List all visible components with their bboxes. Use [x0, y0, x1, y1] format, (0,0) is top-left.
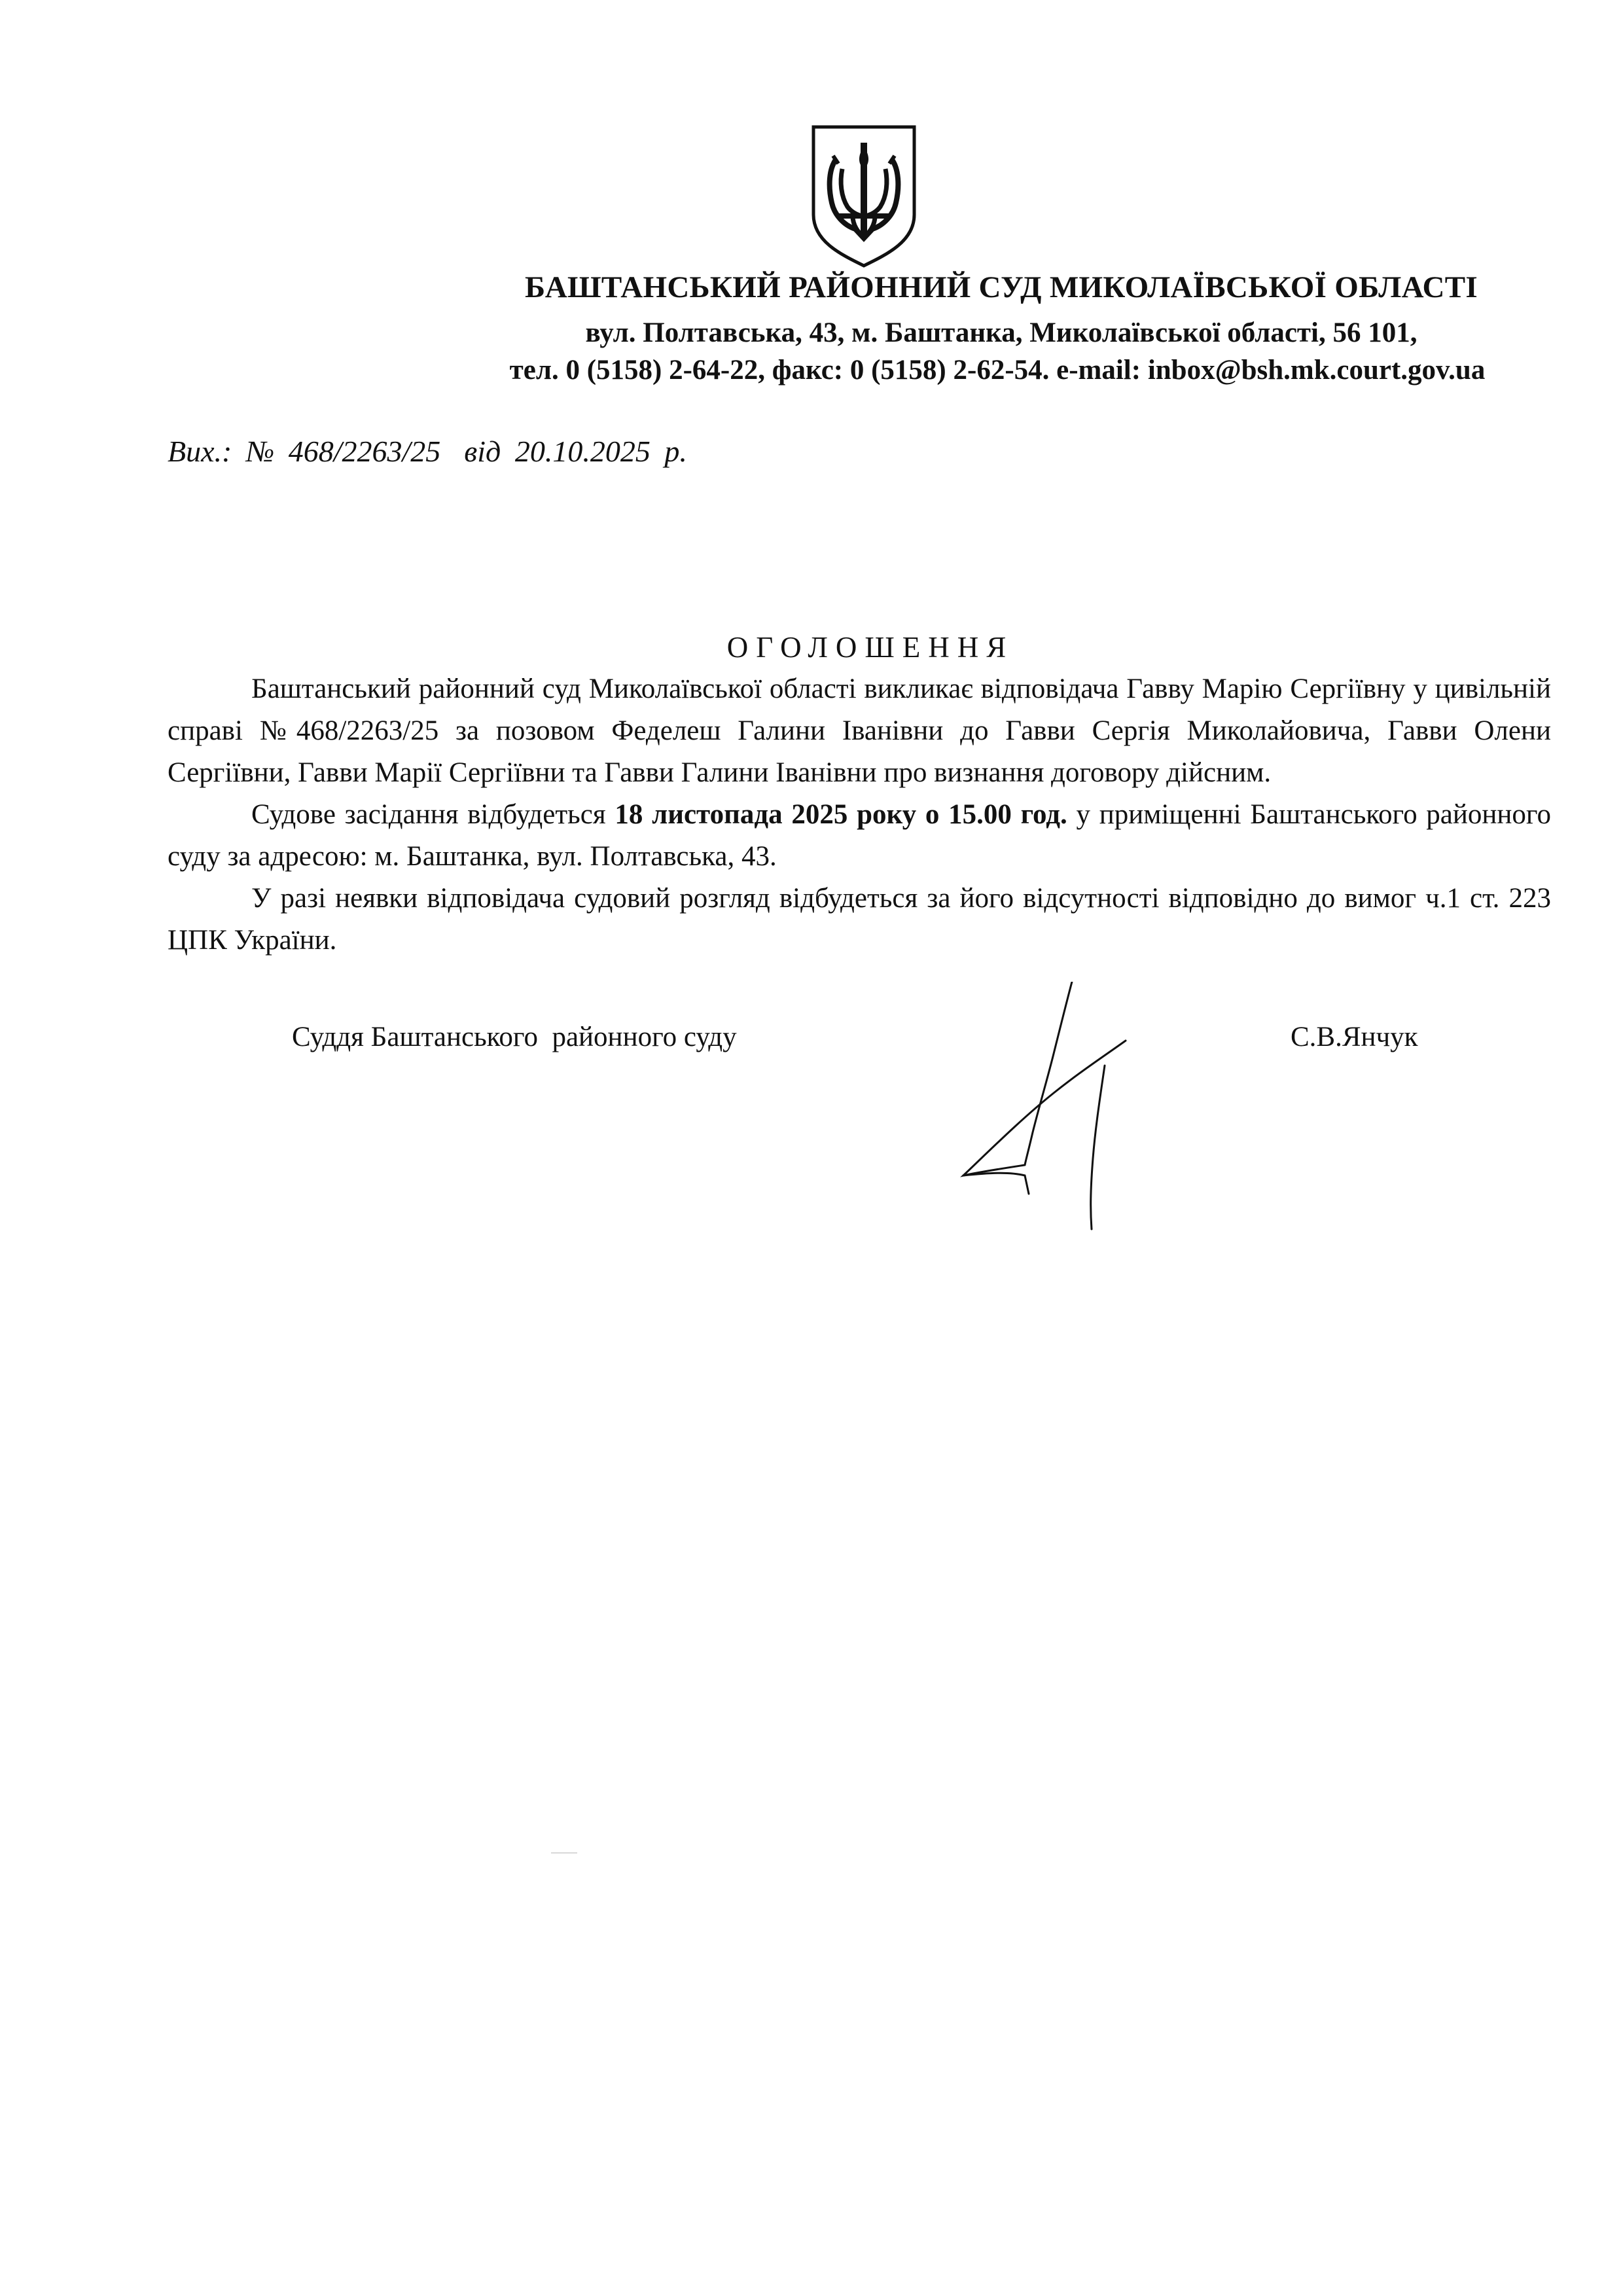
- outgoing-number: 468/2263/25: [288, 435, 441, 468]
- judge-position: Суддя Баштанського районного суду: [292, 1022, 737, 1052]
- hearing-text-end: у приміщенні Баштанського районного суду за адресою: м. Баштанка, вул. Полтавська, 43.: [168, 799, 1551, 872]
- hearing-date-time: 18 листопада 2025 року о 15.00 год.: [615, 799, 1067, 830]
- court-name-text: БАШТАНСЬКИЙ РАЙОННИЙ СУД МИКОЛАЇВСЬКОЇ ОБЛАСТІ: [525, 270, 1478, 304]
- notice-title: [0, 630, 1623, 664]
- court-contacts: [0, 354, 1623, 386]
- court-name-heading: [0, 270, 1623, 305]
- court-address-text: вул. Полтавська, 43, м. Баштанка, Миколаївської області, 56 101,: [585, 317, 1418, 348]
- notice-body: [168, 668, 1551, 961]
- notice-paragraph-absence: У разі неявки відповідача судовий розгляд відбудеться за його відсутності відповідно до вимог ч.1 ст. 223 ЦПК України.: [168, 883, 1551, 956]
- court-address: [0, 317, 1623, 349]
- outgoing-date: 20.10.2025 р.: [514, 435, 687, 468]
- coat-of-arms-icon: [810, 123, 918, 268]
- notice-paragraph-summons: Баштанський районний суд Миколаївської області викликає відповідача Гавву Марію Сергіївну у цивільній справі №468/2263/25 за позовом Феделеш Галини Іванівни до Гавви Сергія Миколайовича, Гавви Олени Сергіївни, Гавви Марії Сергіївни та Гавви Галини Іванівни про визнання договору дійсним.: [168, 673, 1551, 788]
- notice-title-text: ОГОЛОШЕННЯ: [726, 631, 1014, 664]
- notice-paragraph-hearing: [168, 794, 1551, 878]
- outgoing-prefix: Вих.: №: [168, 435, 289, 468]
- handwritten-signature: [955, 982, 1158, 1230]
- hearing-text-start: Судове засідання відбудеться: [251, 799, 615, 830]
- outgoing-reference: [168, 434, 687, 469]
- court-contacts-text: тел. 0 (5158) 2-64-22, факс: 0 (5158) 2-62-54. e-mail: inbox@bsh.mk.court.gov.ua: [509, 355, 1486, 386]
- outgoing-from-word: від: [464, 435, 501, 468]
- scan-artifact: [551, 1852, 577, 1854]
- judge-name: С.В.Янчук: [1291, 1022, 1418, 1052]
